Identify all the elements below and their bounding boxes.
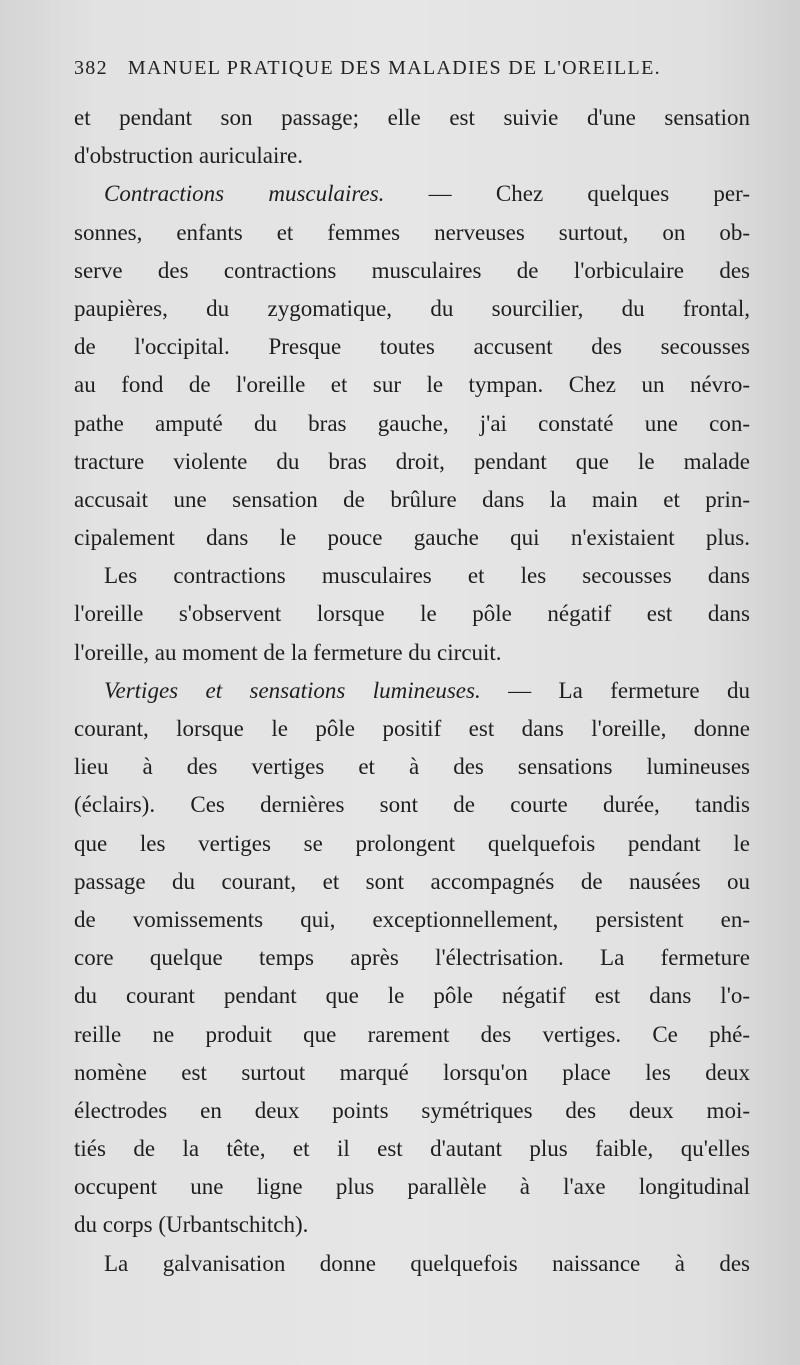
text-line: sonnes, enfants et femmes nerveuses surtout, on ob- xyxy=(74,219,750,245)
text-line: nomène est surtout marqué lorsqu'on place les deux xyxy=(74,1059,750,1085)
text-line: cipalement dans le pouce gauche qui n'existaient plus. xyxy=(74,525,750,551)
text-line xyxy=(74,672,750,710)
text-line: électrodes en deux points symétriques des deux moi- xyxy=(74,1097,750,1123)
text-line: reille ne produit que rarement des vertiges. Ce phé- xyxy=(74,1021,750,1047)
text-line: core quelque temps après l'électrisation. La fermeture xyxy=(74,945,750,971)
text-fragment: — Chez quelques per- xyxy=(428,181,750,207)
text-line: courant, lorsque le pôle positif est dans l'oreille, donne xyxy=(74,716,750,741)
text-line: passage du courant, et sont accompagnés de nausées ou xyxy=(74,868,750,894)
text-line: serve des contractions musculaires de l'orbiculaire des xyxy=(74,257,750,283)
running-title: MANUEL PRATIQUE DES MALADIES DE L'OREILLE. xyxy=(127,57,661,79)
text-line: de l'occipital. Presque toutes accusent des secousses xyxy=(74,334,750,360)
text-line: que les vertiges se prolongent quelquefois pendant le xyxy=(74,830,750,856)
text-line: au fond de l'oreille et sur le tympan. Chez un névro- xyxy=(74,372,750,398)
text-line: tiés de la tête, et il est d'autant plus faible, qu'elles xyxy=(74,1136,750,1162)
text-line: du courant pendant que le pôle négatif est dans l'o- xyxy=(74,983,750,1009)
text-line: du corps (Urbantschitch). xyxy=(74,1212,309,1238)
text-line: pathe amputé du bras gauche, j'ai constaté une con- xyxy=(74,410,750,436)
text-line: occupent une ligne plus parallèle à l'axe longitudinal xyxy=(74,1174,750,1200)
text-fragment: — La fermeture du xyxy=(508,677,750,703)
running-head xyxy=(74,57,734,80)
text-line: l'oreille s'observent lorsque le pôle négatif est dans xyxy=(74,601,750,627)
text-line: accusait une sensation de brûlure dans la main et prin- xyxy=(74,486,750,512)
section-heading-contractions: Contractions musculaires. xyxy=(104,181,385,207)
text-line xyxy=(74,175,750,213)
text-line: (éclairs). Ces dernières sont de courte durée, tandis xyxy=(74,792,750,818)
text-line: de vomissements qui, exceptionnellement, persistent en- xyxy=(74,906,750,932)
text-line: paupières, du zygomatique, du sourcilier, du frontal, xyxy=(74,295,750,321)
page-number: 382 xyxy=(74,57,108,79)
text-line: lieu à des vertiges et à des sensations lumineuses xyxy=(74,754,750,780)
text-line: l'oreille, au moment de la fermeture du circuit. xyxy=(74,639,502,665)
body-text xyxy=(74,99,750,1283)
text-line: tracture violente du bras droit, pendant que le malade xyxy=(74,448,750,474)
text-line: La galvanisation donne quelquefois naissance à des xyxy=(104,1250,750,1276)
text-line: et pendant son passage; elle est suivie d'une sensation xyxy=(74,105,750,130)
section-heading-vertiges: Vertiges et sensations lumineuses. xyxy=(104,677,481,703)
text-line: Les contractions musculaires et les secousses dans xyxy=(104,563,750,589)
text-line: d'obstruction auriculaire. xyxy=(74,143,303,169)
